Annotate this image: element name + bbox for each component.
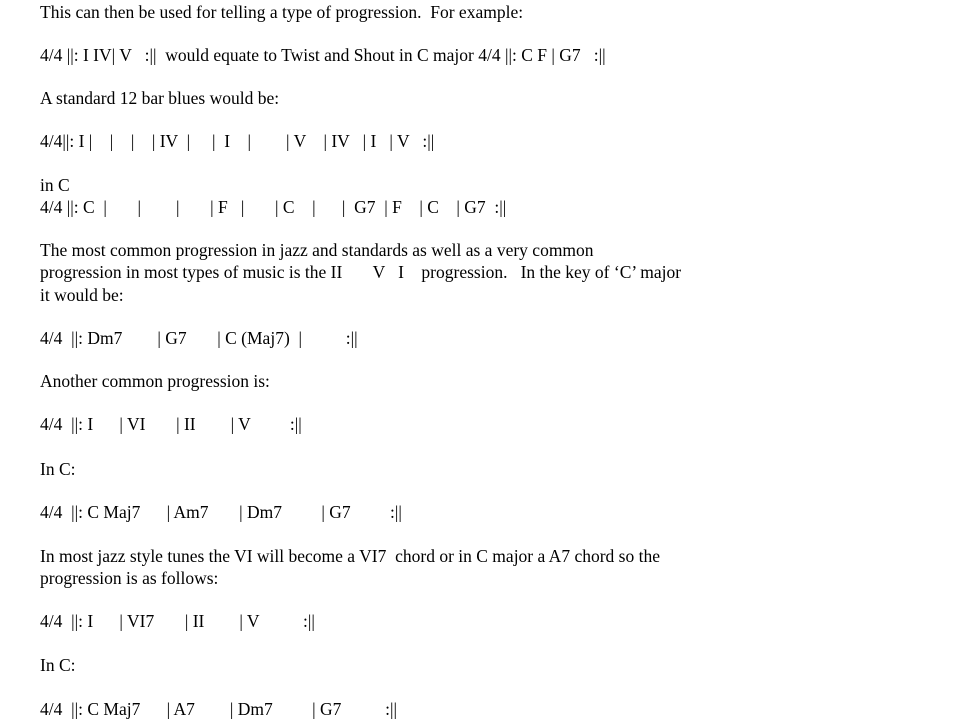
jazz-paragraph-line-1: The most common progression in jazz and standards as well as a very common: [40, 240, 594, 260]
vi7-paragraph-line-2: progression is as follows:: [40, 568, 219, 588]
i-vi-ii-v-numerals-line: 4/4 ||: I | VI | II | V :||: [40, 414, 302, 434]
ii-v-i-chords-line: 4/4 ||: Dm7 | G7 | C (Maj7) | :||: [40, 328, 358, 348]
in-c-label: In C:: [40, 459, 76, 479]
i-vi-ii-v-chords-line: 4/4 ||: C Maj7 | Am7 | Dm7 | G7 :||: [40, 502, 402, 522]
jazz-paragraph-line-3: it would be:: [40, 285, 124, 305]
in-c-label: in C: [40, 175, 70, 195]
blues-numerals-line: 4/4||: I | | | | IV | | I | | V | IV | I | V :||: [40, 131, 435, 151]
blues-chords-line: 4/4 ||: C | | | | F | | C | | G7 | F | C | G7 :||: [40, 197, 507, 217]
twist-and-shout-line: 4/4 ||: I IV| V :|| would equate to Twist and Shout in C major 4/4 ||: C F | G7 :||: [40, 45, 606, 65]
blues-heading-line: A standard 12 bar blues would be:: [40, 88, 280, 108]
another-progression-line: Another common progression is:: [40, 371, 270, 391]
intro-line: This can then be used for telling a type of progression. For example:: [40, 2, 524, 22]
i-vi7-ii-v-numerals-line: 4/4 ||: I | VI7 | II | V :||: [40, 611, 315, 631]
i-vi7-ii-v-chords-line: 4/4 ||: C Maj7 | A7 | Dm7 | G7 :||: [40, 699, 398, 719]
jazz-paragraph-line-2: progression in most types of music is the II V I progression. In the key of ‘C’ major: [40, 262, 682, 282]
vi7-paragraph-line-1: In most jazz style tunes the VI will become a VI7 chord or in C major a A7 chord so the: [40, 546, 660, 566]
in-c-label: In C:: [40, 655, 76, 675]
